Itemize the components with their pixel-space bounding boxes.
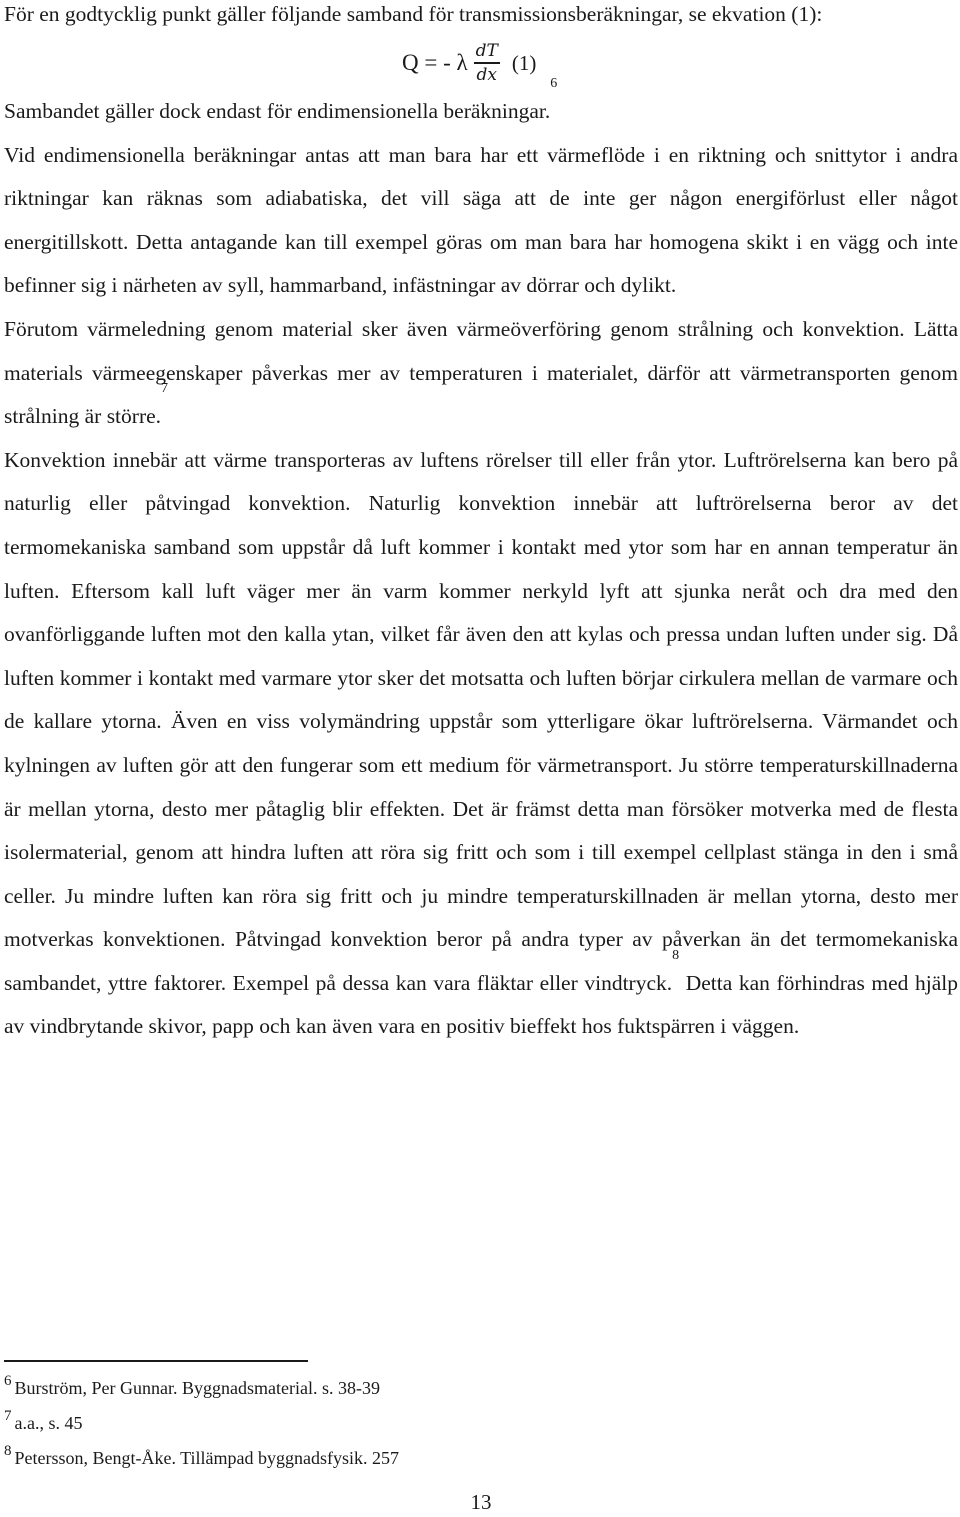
footnote-6 [4, 1372, 904, 1407]
body-text [4, 76, 958, 1049]
footnote-7 [4, 1407, 904, 1442]
paragraph-4-tail: Detta kan förhindras med hjälp av vindbrytande skivor, papp och kan även vara en positiv bieffekt hos fuktspärren i väggen. [4, 970, 958, 1039]
paragraph-4 [4, 439, 958, 1049]
paragraph-3 [4, 308, 958, 439]
paragraph-2: Vid endimensionella beräkningar antas att man bara har ett värmeflöde i en riktning och snittytor i andra riktningar kan räknas som adiabatiska, det vill säga att de inte ger någon energiförlust eller något energitillskott. Detta antagande kan till exempel göras om man bara har homogena skikt i en vägg och inte befinner sig i närheten av syll, hammarband, infästningar av dörrar och dylikt. [4, 142, 958, 298]
fraction-denominator: dx [476, 64, 498, 85]
footnote-number: 6 [4, 1373, 12, 1389]
footnote-ref-7[interactable]: 7 [161, 381, 169, 397]
paragraph-4-text: Konvektion innebär att värme transporteras av luftens rörelser till eller från ytor. Luftrörelserna kan bero på naturlig eller påtvingad konvektion. Naturlig konvektion innebär att luftrörelserna beror av det termomekaniska samband som uppstår då luft kommer i kontakt med ytor som har en annan temperatur än luften. Eftersom kall luft väger mer än varm kommer nerkyld lyft att sjunka neråt och dra med den ovanförliggande luften mot den kalla ytan, vilket får även den att kylas och pressa undan luften under sig. Då luften kommer i kontakt med varmare ytor sker det motsatta och luften börjar cirkulera mellan de varmare och de kallare ytorna. Även en viss volymändring uppstår som ytterligare ökar luftrörelserna. Värmandet och kylningen av luften gör att den fungerar som ett medium för värmetransport. Ju större temperaturskillnaderna är mellan ytorna, desto mer påtaglig blir effekten. Det är främst detta man försöker motverka med de flesta isolermaterial, genom att hindra luften att röra sig fritt och som i till exempel cellplast stänga in den i små celler. Ju mindre luften kan röra sig fritt och ju mindre temperaturskillnaden är mellan ytorna, desto mer motverkas konvektionen. Påtvingad konvektion beror på andra typer av påverkan än det termomekaniska sambandet, yttre faktorer. Exempel på dessa kan vara fläktar eller vindtryck. [4, 447, 958, 995]
footnote-ref-6[interactable]: 6 [550, 76, 558, 91]
paragraph-3-text: Förutom värmeledning genom material sker även värmeöverföring genom strålning och konvektion. Lätta materials värmeegenskaper påverkas mer av temperaturen i materialet, därför att värmetransporten genom strålning är större. [4, 316, 958, 429]
page-number: 13 [470, 1490, 492, 1514]
equation-fraction [474, 41, 500, 84]
footnote-ref-8[interactable]: 8 [672, 947, 680, 963]
footnote-text: a.a., s. 45 [14, 1413, 83, 1433]
fraction-numerator: dT [475, 41, 498, 62]
equation-lhs: Q = - λ [402, 50, 468, 75]
footnote-divider [4, 1360, 308, 1362]
footnote-8 [4, 1442, 904, 1477]
footnote-text: Burström, Per Gunnar. Byggnadsmaterial. s. 38-39 [14, 1378, 380, 1398]
footnotes [4, 1372, 904, 1477]
paragraph-1-text: Sambandet gäller dock endast för endimensionella beräkningar. [4, 99, 551, 123]
footnote-number: 7 [4, 1408, 12, 1424]
equation-1 [402, 36, 536, 90]
footnote-number: 8 [4, 1443, 12, 1459]
footnote-text: Petersson, Bengt-Åke. Tillämpad byggnadsfysik. 257 [14, 1448, 399, 1468]
document-page [4, 0, 958, 1514]
paragraph-1 [4, 76, 958, 134]
intro-paragraph: För en godtycklig punkt gäller följande samband för transmissionsberäkningar, se ekvation (1): [4, 2, 823, 26]
equation-row [4, 36, 958, 90]
equation-number: (1) [511, 50, 537, 75]
